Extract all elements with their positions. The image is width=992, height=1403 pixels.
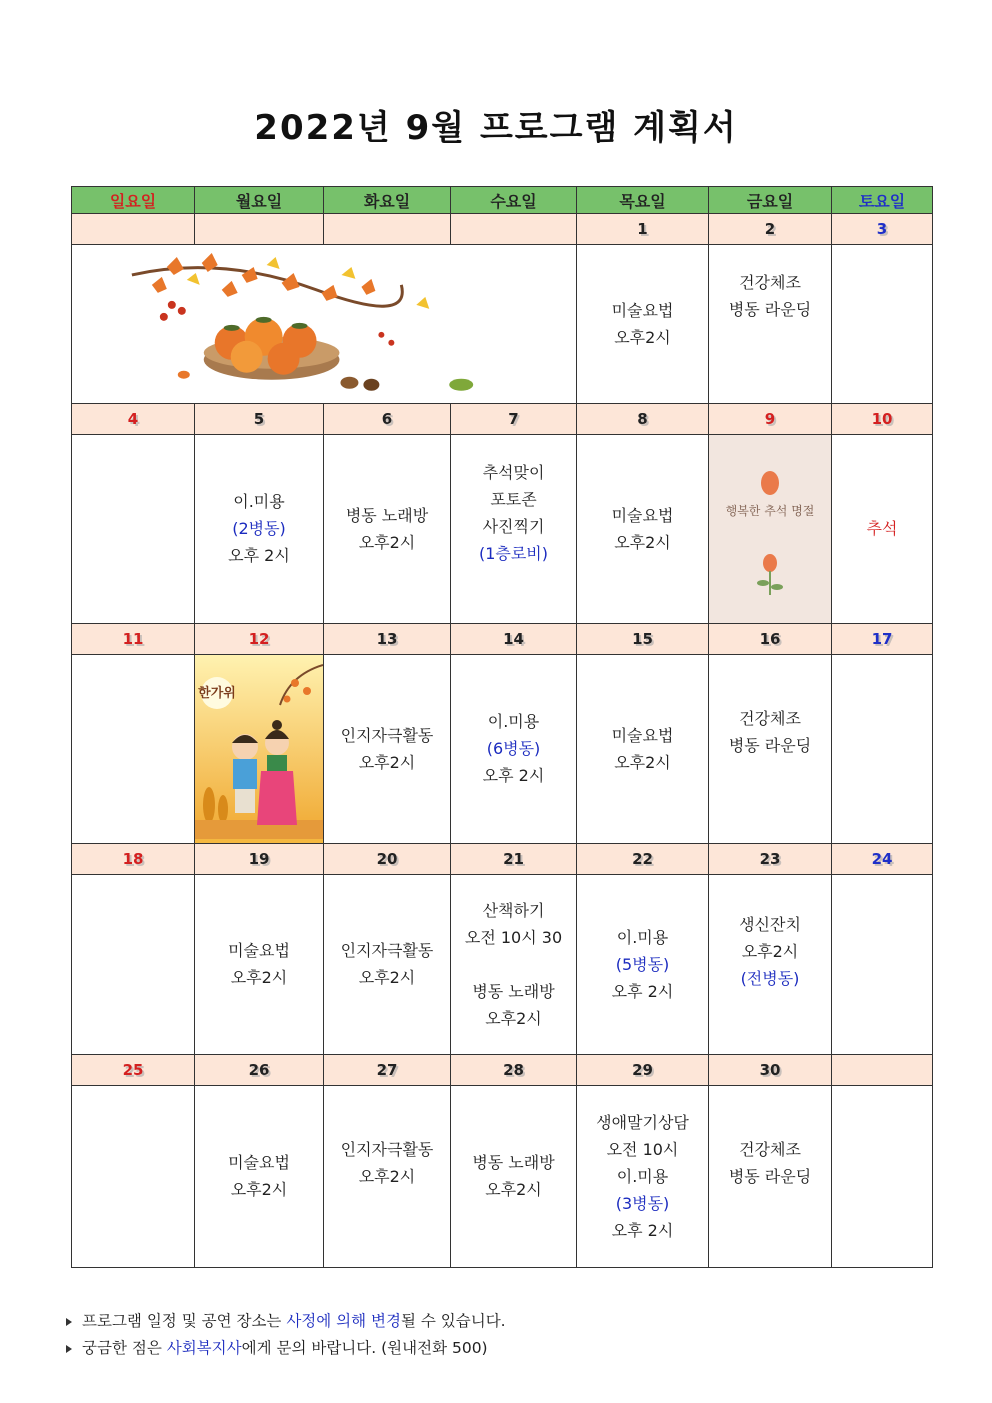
activity-cell: 이.미용 (5병동) 오후 2시 <box>577 874 709 1054</box>
date-cell <box>324 214 451 245</box>
activity-cell-empty <box>832 245 933 404</box>
chuseok-card-cell <box>709 434 832 623</box>
activity-cell: 이.미용 (2병동) 오후 2시 <box>195 434 324 623</box>
date-row-week4 <box>72 843 933 874</box>
day-header-tuesday: 화요일 <box>324 187 451 214</box>
footnotes <box>66 1308 506 1362</box>
date-cell: 19 <box>195 843 324 874</box>
bullet-triangle-icon <box>66 1345 72 1353</box>
activity-cell: 인지자극활동 오후2시 <box>324 1085 451 1267</box>
date-cell: 1 <box>577 214 709 245</box>
date-cell: 7 <box>451 403 577 434</box>
day-header-thursday: 목요일 <box>577 187 709 214</box>
activity-cell-empty <box>832 874 933 1054</box>
activity-cell: 건강체조 병동 라운딩 <box>709 654 832 843</box>
date-row-week1 <box>72 214 933 245</box>
activity-cell: 인지자극활동 오후2시 <box>324 874 451 1054</box>
day-header-monday: 월요일 <box>195 187 324 214</box>
date-cell: 15 <box>577 623 709 654</box>
date-cell: 11 <box>72 623 195 654</box>
activity-cell-empty <box>72 874 195 1054</box>
hangawi-children-icon <box>195 655 323 839</box>
activity-cell: 인지자극활동 오후2시 <box>324 654 451 843</box>
svg-text:행복한 추석 명절: 행복한 추석 명절 <box>725 503 815 518</box>
activity-cell: 건강체조 병동 라운딩 <box>709 1085 832 1267</box>
activity-cell: 병동 노래방 오후2시 <box>324 434 451 623</box>
activity-cell: 병동 노래방 오후2시 <box>451 1085 577 1267</box>
date-cell: 26 <box>195 1054 324 1085</box>
activity-cell: 미술요법 오후2시 <box>195 874 324 1054</box>
footnote-2: 궁금한 점은 사회복지사에게 문의 바랍니다. (원내전화 500) <box>66 1335 506 1362</box>
activity-row-week5 <box>72 1085 933 1267</box>
date-cell: 29 <box>577 1054 709 1085</box>
day-header-sunday: 일요일 <box>72 187 195 214</box>
date-cell: 14 <box>451 623 577 654</box>
page-title: 2022년 9월 프로그램 계획서 <box>254 108 738 148</box>
activity-cell-empty <box>832 654 933 843</box>
date-cell: 5 <box>195 403 324 434</box>
date-cell: 21 <box>451 843 577 874</box>
activity-cell: 미술요법 오후2시 <box>577 434 709 623</box>
date-cell: 2 <box>709 214 832 245</box>
date-cell: 12 <box>195 623 324 654</box>
activity-cell-empty <box>832 1085 933 1267</box>
weekday-header-row <box>72 187 933 214</box>
activity-cell: 추석맞이 포토존 사진찍기 (1층로비) <box>451 434 577 623</box>
date-cell <box>195 214 324 245</box>
date-row-week3 <box>72 623 933 654</box>
day-header-wednesday: 수요일 <box>451 187 577 214</box>
date-row-week5 <box>72 1054 933 1085</box>
date-cell <box>72 214 195 245</box>
calendar-table <box>71 186 933 1268</box>
date-cell: 9 <box>709 403 832 434</box>
date-cell <box>832 1054 933 1085</box>
hangawi-illustration-cell <box>195 654 324 843</box>
holiday-cell: 추석 <box>832 434 933 623</box>
activity-cell: 생애말기상담 오전 10시 이.미용 (3병동) 오후 2시 <box>577 1085 709 1267</box>
date-row-week2 <box>72 403 933 434</box>
date-cell: 16 <box>709 623 832 654</box>
activity-row-week4 <box>72 874 933 1054</box>
autumn-illustration-cell <box>72 245 577 404</box>
date-cell: 8 <box>577 403 709 434</box>
date-cell: 22 <box>577 843 709 874</box>
chuseok-card-icon <box>710 435 830 619</box>
date-cell: 4 <box>72 403 195 434</box>
date-cell: 24 <box>832 843 933 874</box>
activity-row-week3 <box>72 654 933 843</box>
activity-cell: 미술요법 오후2시 <box>195 1085 324 1267</box>
date-cell: 27 <box>324 1054 451 1085</box>
date-cell: 10 <box>832 403 933 434</box>
date-cell: 30 <box>709 1054 832 1085</box>
day-header-friday: 금요일 <box>709 187 832 214</box>
date-cell: 28 <box>451 1054 577 1085</box>
svg-text:한가위: 한가위 <box>198 685 236 701</box>
activity-cell-empty <box>72 654 195 843</box>
date-cell <box>451 214 577 245</box>
activity-cell: 산책하기 오전 10시 30 병동 노래방 오후2시 <box>451 874 577 1054</box>
activity-cell-empty <box>72 1085 195 1267</box>
activity-row-week1 <box>72 245 933 404</box>
date-cell: 20 <box>324 843 451 874</box>
activity-cell: 미술요법 오후2시 <box>577 654 709 843</box>
bullet-triangle-icon <box>66 1318 72 1326</box>
activity-cell-empty <box>72 434 195 623</box>
activity-cell: 이.미용 (6병동) 오후 2시 <box>451 654 577 843</box>
date-cell: 25 <box>72 1054 195 1085</box>
activity-cell: 미술요법 오후2시 <box>577 245 709 404</box>
persimmon-bowl-icon <box>72 245 576 403</box>
date-cell: 18 <box>72 843 195 874</box>
day-header-saturday: 토요일 <box>832 187 933 214</box>
date-cell: 13 <box>324 623 451 654</box>
date-cell: 17 <box>832 623 933 654</box>
date-cell: 6 <box>324 403 451 434</box>
activity-row-week2 <box>72 434 933 623</box>
activity-cell: 생신잔치 오후2시 (전병동) <box>709 874 832 1054</box>
footnote-1: 프로그램 일정 및 공연 장소는 사정에 의해 변경될 수 있습니다. <box>66 1308 506 1335</box>
date-cell: 3 <box>832 214 933 245</box>
activity-cell: 건강체조 병동 라운딩 <box>709 245 832 404</box>
date-cell: 23 <box>709 843 832 874</box>
